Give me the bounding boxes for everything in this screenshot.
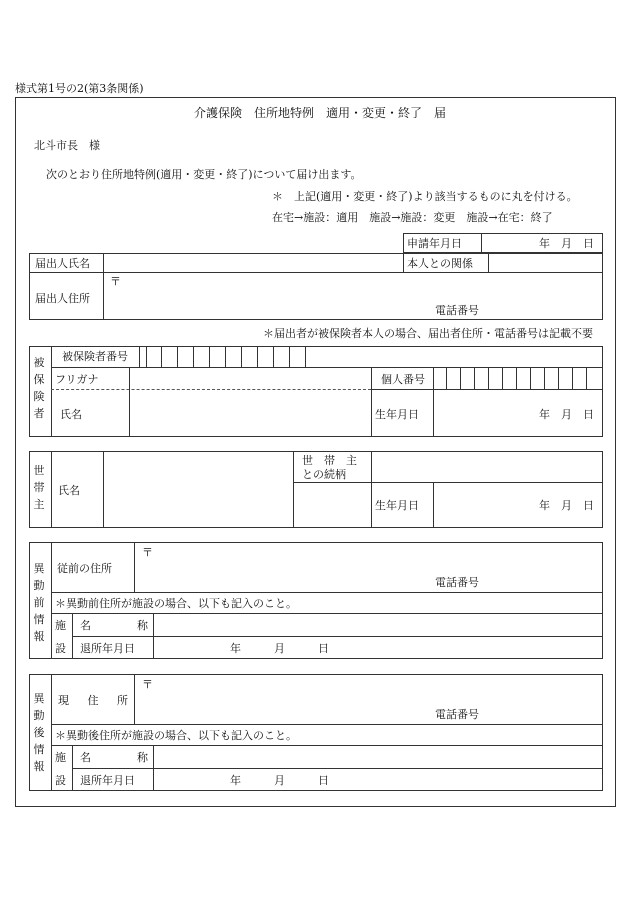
after-address-field[interactable] — [135, 675, 602, 723]
insured-birth-label: 生年月日 — [375, 408, 419, 421]
application-date-label: 申請年月日 — [407, 237, 462, 250]
before-facility-label-2: 設 — [55, 642, 66, 655]
application-date-units[interactable]: 年 月 日 — [539, 237, 594, 250]
before-postal-mark: 〒 — [142, 546, 153, 559]
after-postal-mark: 〒 — [142, 678, 153, 691]
insured-birth-units[interactable]: 年 月 日 — [539, 408, 594, 421]
after-facility-label-1: 施 — [55, 751, 66, 764]
applicant-name-field[interactable] — [104, 254, 402, 271]
circle-note: ＊ 上記(適用・変更・終了)より該当するものに丸を付ける。 — [272, 190, 578, 203]
insured-number-cells[interactable] — [146, 346, 306, 367]
insured-name-field[interactable] — [130, 390, 370, 436]
before-facility-name-field[interactable] — [154, 614, 602, 635]
before-facility-label-1: 施 — [55, 619, 66, 632]
personal-number-label: 個人番号 — [381, 373, 425, 386]
household-relation-label-2: との続柄 — [302, 468, 346, 481]
form-code: 様式第1号の2(第3条関係) — [15, 82, 144, 95]
after-facility-label-2: 設 — [55, 774, 66, 787]
applicant-address-label: 届出人住所 — [35, 292, 90, 305]
before-facility-name-label: 名 称 — [80, 619, 148, 632]
household-relation-field[interactable] — [372, 452, 602, 481]
furigana-label: フリガナ — [55, 373, 99, 386]
applicant-note: ＊届出者が被保険者本人の場合、届出者住所・電話番号は記載不要 — [263, 327, 593, 340]
form-title: 介護保険 住所地特例 適用・変更・終了 届 — [194, 106, 447, 120]
before-leave-units[interactable]: 年 月 日 — [230, 642, 329, 655]
household-birth-units[interactable]: 年 月 日 — [539, 499, 594, 512]
cases-note: 在宅→施設：適用 施設→施設：変更 施設→在宅：終了 — [272, 211, 553, 224]
after-leave-units[interactable]: 年 月 日 — [230, 774, 329, 787]
intro-text: 次のとおり住所地特例(適用・変更・終了)について届け出ます。 — [46, 168, 362, 181]
household-name-label: 氏名 — [58, 484, 80, 497]
before-phone-label: 電話番号 — [435, 576, 479, 589]
after-phone-label: 電話番号 — [435, 708, 479, 721]
insured-name-label: 氏名 — [60, 408, 82, 421]
applicant-name-label: 届出人氏名 — [35, 257, 90, 270]
personal-number-cells[interactable] — [433, 367, 603, 389]
relation-label: 本人との関係 — [407, 257, 473, 270]
before-side-label: 異動前情報 — [33, 562, 45, 643]
after-address-label: 現 住 所 — [58, 694, 128, 707]
household-name-field[interactable] — [104, 452, 292, 527]
postal-mark: 〒 — [110, 275, 121, 288]
before-leave-label: 退所年月日 — [80, 642, 135, 655]
household-birth-label: 生年月日 — [375, 499, 419, 512]
household-side-label: 世帯主 — [33, 464, 45, 511]
household-relation-label-1: 世 帯 主 — [302, 454, 357, 467]
after-facility-name-label: 名 称 — [80, 751, 148, 764]
furigana-field[interactable] — [130, 368, 370, 388]
insured-side-label: 被保険者 — [33, 356, 45, 420]
after-side-label: 異動後情報 — [33, 692, 45, 773]
applicant-phone-label: 電話番号 — [435, 304, 479, 317]
before-address-field[interactable] — [135, 543, 602, 591]
before-address-label: 従前の住所 — [57, 562, 112, 575]
after-facility-name-field[interactable] — [154, 746, 602, 767]
relation-field[interactable] — [489, 254, 602, 271]
applicant-address-field[interactable] — [104, 273, 602, 319]
after-facility-note: ＊異動後住所が施設の場合、以下も記入のこと。 — [55, 729, 297, 742]
insured-number-label: 被保険者番号 — [62, 350, 128, 363]
before-facility-note: ＊異動前住所が施設の場合、以下も記入のこと。 — [55, 597, 297, 610]
addressee: 北斗市長 様 — [34, 139, 100, 152]
after-leave-label: 退所年月日 — [80, 774, 135, 787]
